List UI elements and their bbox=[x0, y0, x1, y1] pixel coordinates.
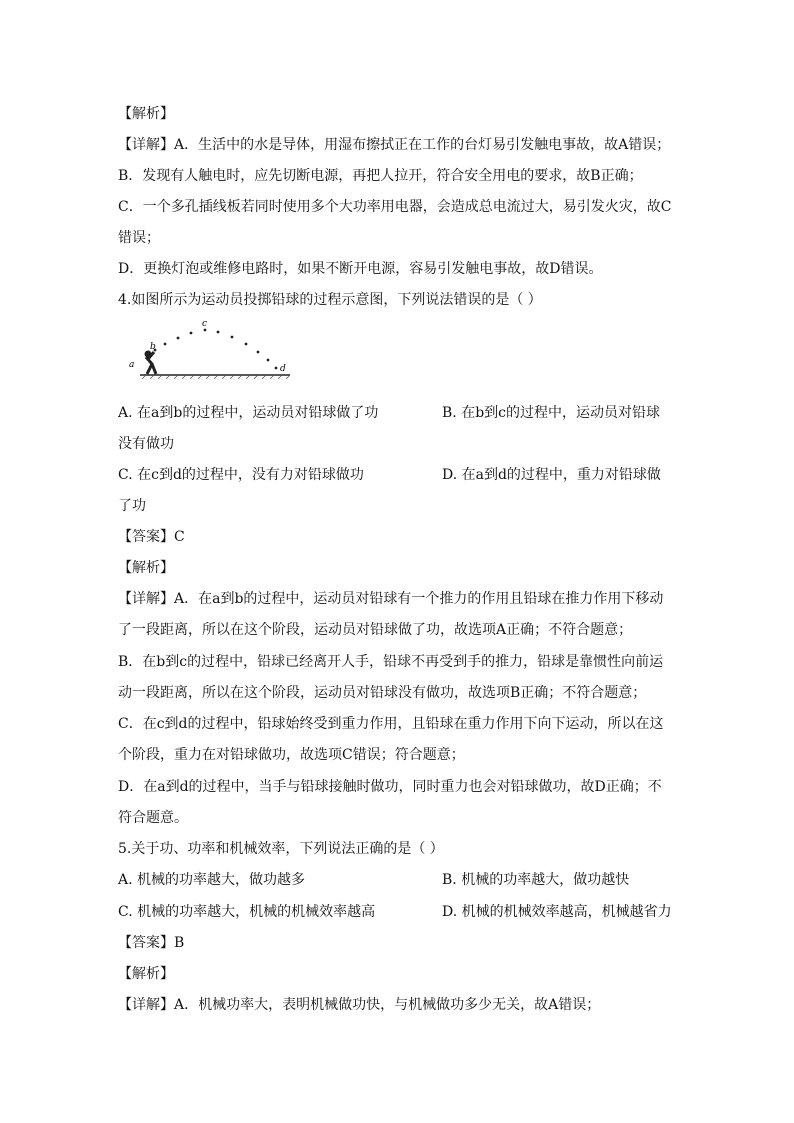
q4-c1: C．在c到d的过程中，铅球始终受到重力作用，且铅球在重力作用下向下运动，所以在这 bbox=[118, 716, 664, 732]
q5-option-c: C. 机械的功率越大，机械的机械效率越高 bbox=[118, 904, 376, 920]
s1-detail-a: 【详解】A．生活中的水是导体，用湿布擦拭正在工作的台灯易引发触电事故，故A错误； bbox=[118, 137, 671, 153]
q4-option-d1: D. 在a到d的过程中，重力对铅球做 bbox=[442, 467, 661, 483]
q4-option-b2: 没有做功 bbox=[118, 436, 174, 452]
q4-option-a: A. 在a到b的过程中，运动员对铅球做了功 bbox=[118, 405, 379, 421]
s1-d: D．更换灯泡或维修电路时，如果不断开电源，容易引发触电事故，故D错误。 bbox=[118, 261, 603, 277]
s1-analysis-label: 【解析】 bbox=[118, 106, 174, 122]
trajectory-dots bbox=[154, 329, 278, 370]
label-d: d bbox=[280, 364, 286, 374]
q5-answer: 【答案】B bbox=[118, 935, 185, 951]
label-a: a bbox=[129, 360, 135, 370]
q4-answer: 【答案】C bbox=[118, 529, 185, 545]
q4-a1: 【详解】A．在a到b的过程中，运动员对铅球有一个推力的作用且铅球在推力作用下移动 bbox=[118, 591, 664, 607]
q4-b1: B．在b到c的过程中，铅球已经离开人手，铅球不再受到手的推力，铅球是靠惯性向前运 bbox=[118, 654, 664, 670]
q5-option-b: B. 机械的功率越大，做功越快 bbox=[442, 872, 630, 888]
q5-a1: 【详解】A．机械功率大，表明机械做功快，与机械做功多少无关，故A错误； bbox=[118, 997, 601, 1013]
q5-option-a: A. 机械的功率越大，做功越多 bbox=[118, 872, 306, 888]
q4-c2: 个阶段，重力在对铅球做功，故选项C错误；符合题意； bbox=[118, 747, 465, 763]
q4-d2: 符合题意。 bbox=[118, 810, 188, 826]
shot-put-figure bbox=[118, 318, 298, 388]
athlete-figure bbox=[145, 351, 156, 374]
label-b: b bbox=[150, 342, 156, 352]
q4-analysis-label: 【解析】 bbox=[118, 560, 174, 576]
q4-option-d2: 了功 bbox=[118, 498, 146, 514]
q4-b2: 动一段距离，所以在这个阶段，运动员对铅球没有做功，故选项B正确；不符合题意； bbox=[118, 685, 647, 701]
q4-question: 4.如图所示为运动员投掷铅球的过程示意图，下列说法错误的是（ ） bbox=[118, 292, 542, 308]
q4-option-c: C. 在c到d的过程中，没有力对铅球做功 bbox=[118, 467, 364, 483]
q5-analysis-label: 【解析】 bbox=[118, 966, 174, 982]
s1-b: B．发现有人触电时，应先切断电源，再把人拉开，符合安全用电的要求，故B正确； bbox=[118, 168, 643, 184]
s1-c1: C．一个多孔插线板若同时使用多个大功率用电器，会造成总电流过大，易引发火灾，故C bbox=[118, 199, 672, 215]
q5-question: 5.关于功、功率和机械效率，下列说法正确的是（ ） bbox=[118, 841, 444, 857]
q4-d1: D．在a到d的过程中，当手与铅球接触时做功，同时重力也会对铅球做功，故D正确；不 bbox=[118, 779, 662, 795]
s1-c2: 错误； bbox=[118, 230, 160, 246]
q5-option-d: D. 机械的机械效率越高，机械越省力 bbox=[442, 904, 672, 920]
q4-option-b1: B. 在b到c的过程中，运动员对铅球 bbox=[442, 405, 660, 421]
q4-a2: 了一段距离，所以在这个阶段，运动员对铅球做了功，故选项A正确；不符合题意； bbox=[118, 622, 633, 638]
label-c: c bbox=[202, 319, 208, 329]
